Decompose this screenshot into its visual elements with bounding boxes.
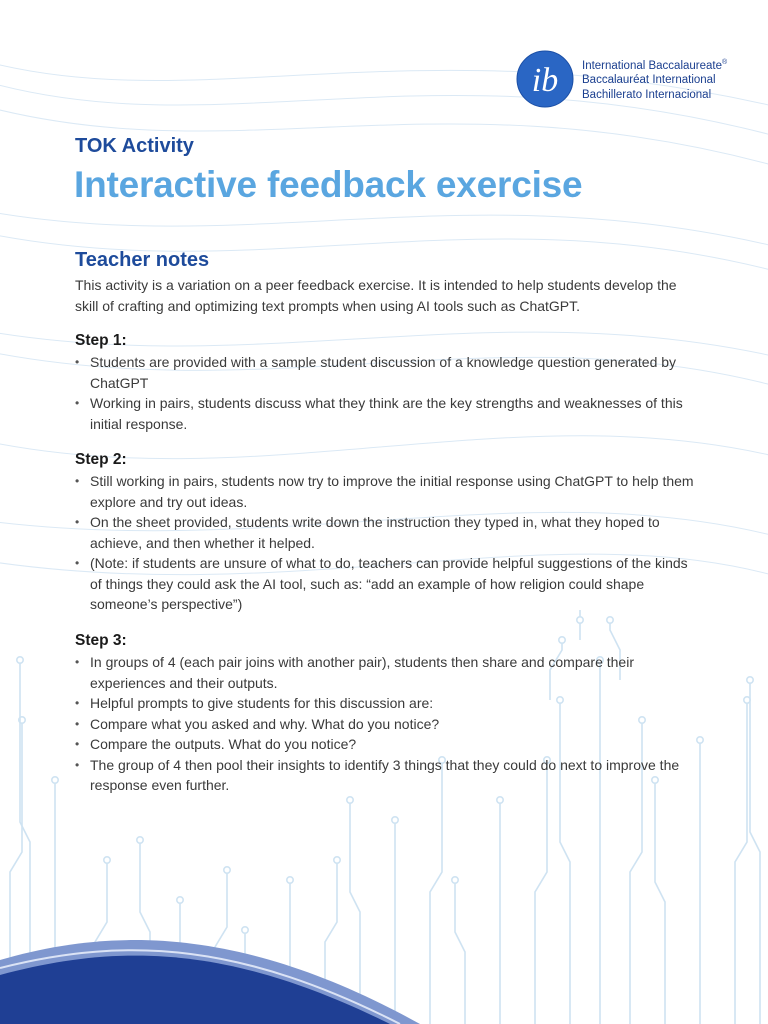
ib-logo-symbol: ib [531,62,559,99]
step-3-list [75,652,700,796]
list-item: • (Note: if students are unsure of what to do, teachers can provide helpful suggestions of the kinds of things they could ask the AI tool, such as: “add an example of how religion could shape someone’s perspective”) [75,555,688,612]
ib-logo-text [582,56,727,102]
list-item: • Still working in pairs, students now try to improve the initial response using ChatGPT to help them explore and try out ideas. [75,473,694,510]
list-item: • On the sheet provided, students write down the instruction they typed in, what they hoped to achieve, and then whether it helped. [75,514,660,551]
teacher-notes-intro: This activity is a variation on a peer feedback exercise. It is intended to help students develop the skill of crafting and optimizing text prompts when using AI tools such as ChatGPT. [75,277,677,314]
page-kicker: TOK Activity [75,135,194,157]
list-item: • The group of 4 then pool their insights to identify 3 things that they could do next to improve the response even further. [75,756,680,793]
list-item: • Compare what you asked and why. What do you notice? [75,714,700,735]
bullet: • [75,474,80,488]
ib-logo [516,50,756,110]
bullet: • [75,655,80,669]
step-2-list [75,471,700,615]
logo-line-spanish: Bachillerato Internacional [582,88,712,101]
bullet: • [75,396,80,410]
registered-mark: ® [722,59,728,66]
list-item: • Helpful prompts to give students for this discussion are: [75,693,700,714]
step-1-list [75,352,700,434]
list-item: • Compare the outputs. What do you notice? [75,734,700,755]
logo-line-french: Baccalauréat International [582,74,716,87]
logo-line-english: International Baccalaureate® [582,59,728,72]
bullet: • [75,737,80,751]
list-item: • Students are provided with a sample student discussion of a knowledge question generated by ChatGPT [75,354,677,391]
page-title: Interactive feedback exercise [74,164,583,205]
list-item: • In groups of 4 (each pair joins with another pair), students then share and compare their experiences and their outputs. [75,654,634,691]
bullet: • [75,757,80,772]
list-item: • Working in pairs, students discuss what they think are the key strengths and weaknesses of this initial response. [75,395,683,432]
step-3-heading: Step 3: [75,632,127,649]
bullet: • [75,515,80,529]
bullet: • [75,696,80,710]
bullet: • [75,355,80,369]
bullet: • [75,716,80,731]
ib-logo-mark [516,50,574,108]
step-2-heading: Step 2: [75,451,127,468]
bullet: • [75,556,80,570]
teacher-notes-heading: Teacher notes [75,249,210,271]
step-1-heading: Step 1: [75,332,127,349]
